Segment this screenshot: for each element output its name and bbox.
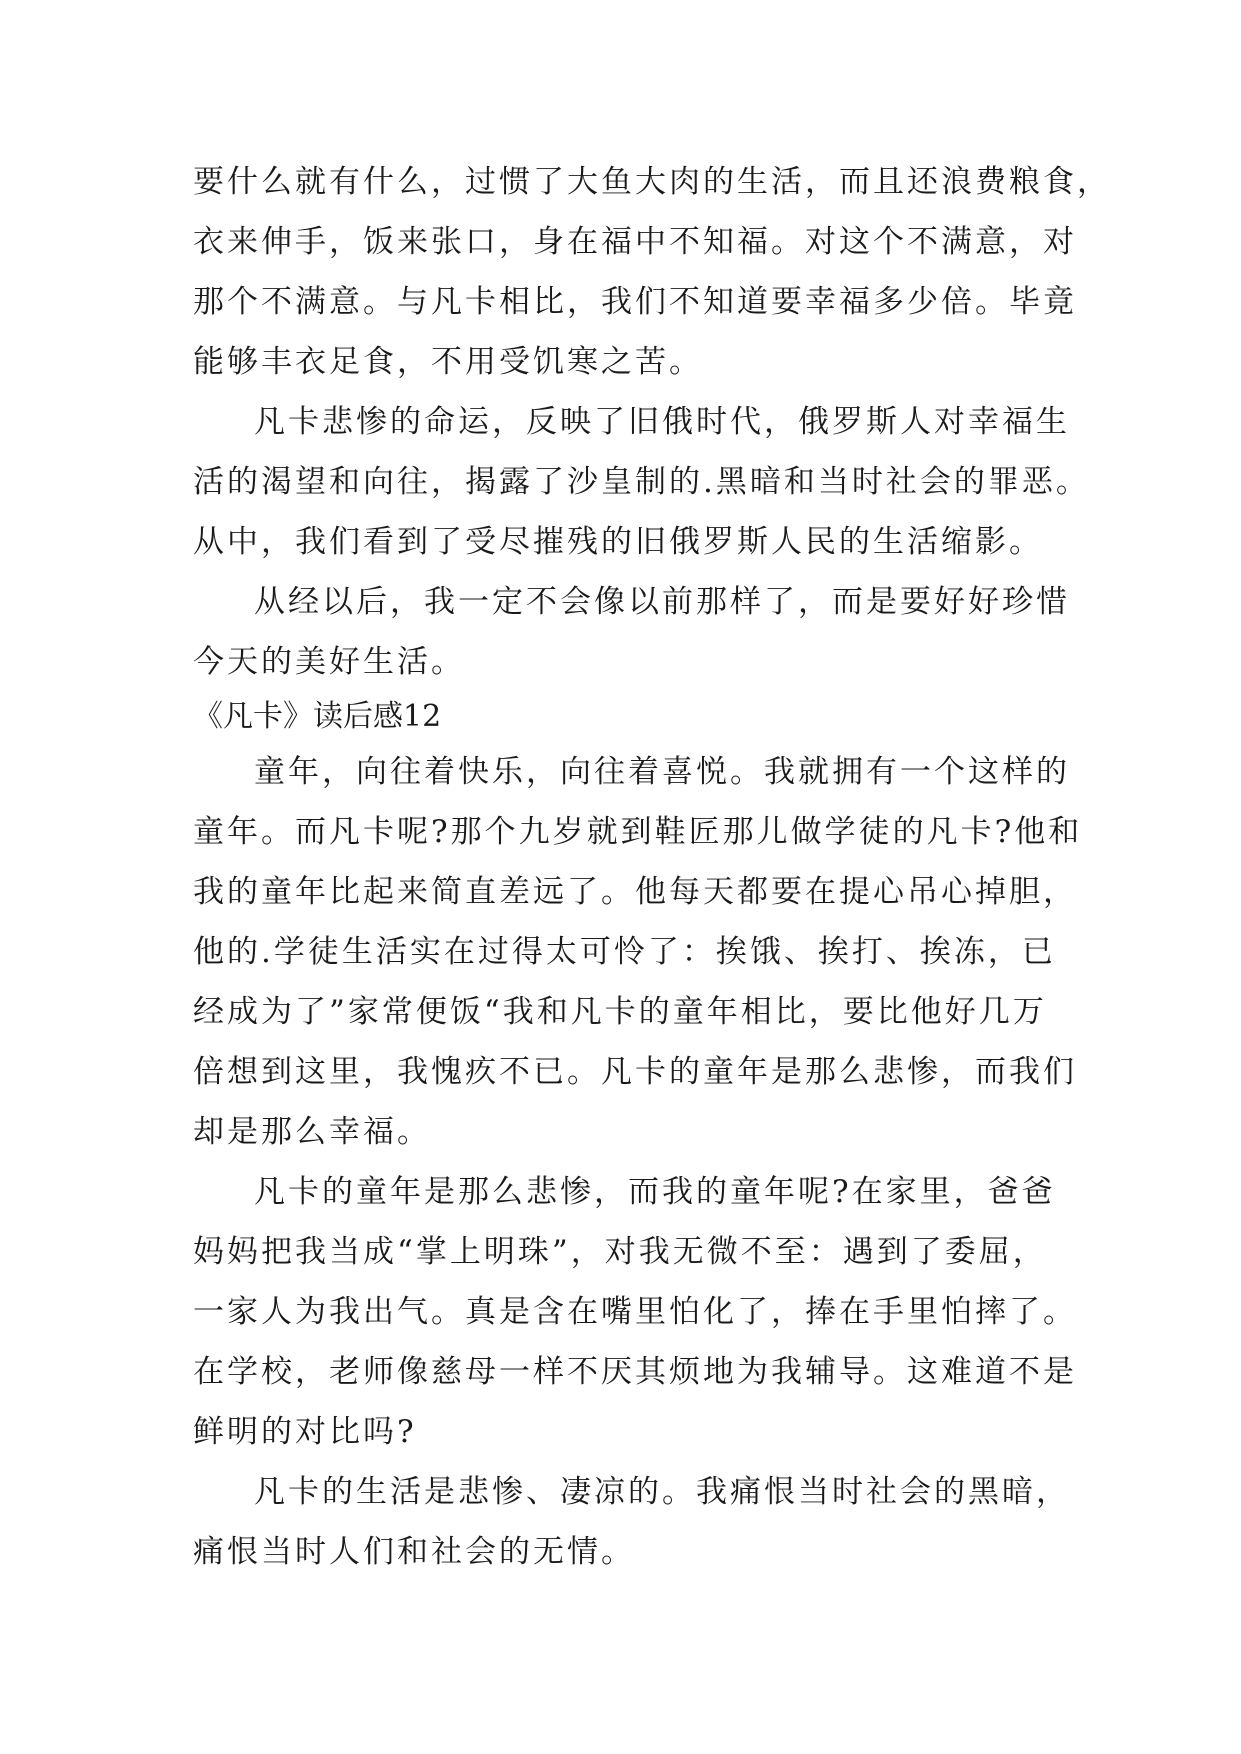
text-line: 从经以后，我一定不会像以前那样了，而是要好好珍惜	[254, 584, 1070, 620]
text-line: 要什么就有什么，过惯了大鱼大肉的生活，而且还浪费粮食，	[193, 164, 1111, 200]
section-heading: 《凡卡》读后感12	[193, 699, 442, 734]
text-line: 他的.学徒生活实在过得太可怜了：挨饿、挨打、挨冻，已	[193, 934, 1056, 970]
text-line: 从中，我们看到了受尽摧残的旧俄罗斯人民的生活缩影。	[193, 524, 1043, 560]
text-line: 童年，向往着快乐，向往着喜悦。我就拥有一个这样的	[254, 754, 1070, 790]
text-line: 经成为了”家常便饭“我和凡卡的童年相比，要比他好几万	[193, 994, 1047, 1030]
text-line: 衣来伸手，饭来张口，身在福中不知福。对这个不满意，对	[193, 224, 1077, 260]
text-line: 凡卡的生活是悲惨、凄凉的。我痛恨当时社会的黑暗，	[254, 1474, 1070, 1510]
text-line: 却是那么幸福。	[193, 1114, 431, 1150]
text-line: 活的渴望和向往，揭露了沙皇制的.黑暗和当时社会的罪恶。	[193, 464, 1090, 500]
text-line: 能够丰衣足食，不用受饥寒之苦。	[193, 344, 703, 380]
text-line: 凡卡悲惨的命运，反映了旧俄时代，俄罗斯人对幸福生	[254, 404, 1070, 440]
text-line: 倍想到这里，我愧疚不已。凡卡的童年是那么悲惨，而我们	[193, 1054, 1077, 1090]
text-line: 凡卡的童年是那么悲惨，而我的童年呢?在家里，爸爸	[254, 1174, 1056, 1210]
text-line: 妈妈把我当成“掌上明珠”，对我无微不至：遇到了委屈，	[193, 1234, 1047, 1270]
text-line: 一家人为我出气。真是含在嘴里怕化了，捧在手里怕摔了。	[193, 1294, 1077, 1330]
text-line: 今天的美好生活。	[193, 644, 465, 680]
text-line: 那个不满意。与凡卡相比，我们不知道要幸福多少倍。毕竟	[193, 284, 1077, 320]
text-line: 童年。而凡卡呢?那个九岁就到鞋匠那儿做学徒的凡卡?他和	[193, 814, 1083, 850]
text-line: 鲜明的对比吗?	[193, 1414, 417, 1450]
text-line: 在学校，老师像慈母一样不厌其烦地为我辅导。这难道不是	[193, 1354, 1077, 1390]
text-line: 痛恨当时人们和社会的无情。	[193, 1534, 635, 1570]
text-line: 我的童年比起来简直差远了。他每天都要在提心吊心掉胆，	[193, 874, 1077, 910]
